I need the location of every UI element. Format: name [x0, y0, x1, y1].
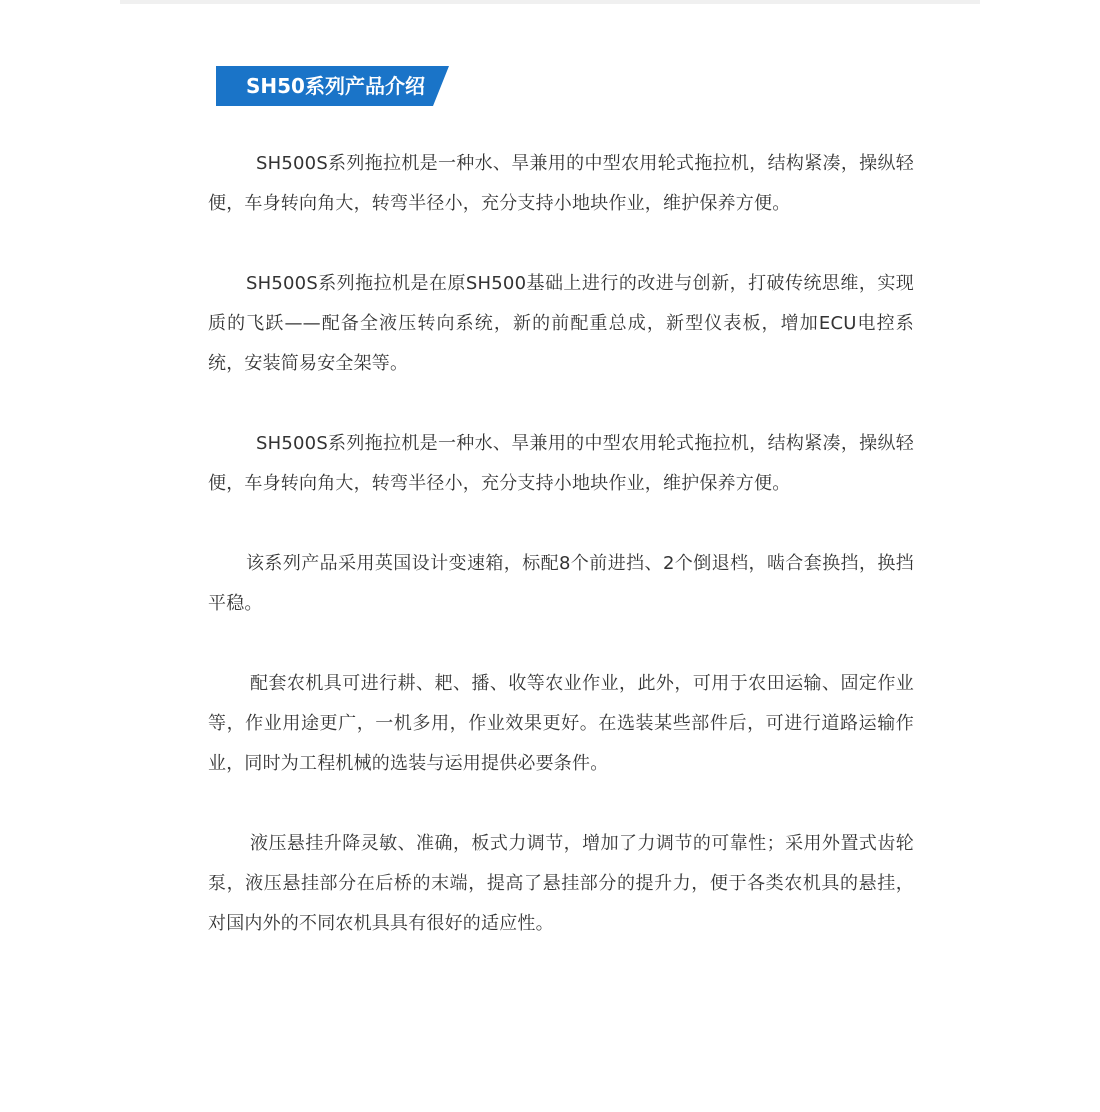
paragraph-intro-repeat: SH500S系列拖拉机是一种水、旱兼用的中型农用轮式拖拉机，结构紧凑，操纵轻便，车身转向角大，转弯半径小，充分支持小地块作业，维护保养方便。	[208, 433, 914, 494]
section-title-tail	[433, 66, 449, 106]
top-divider	[120, 0, 980, 4]
section-header	[216, 66, 449, 106]
paragraph-improvements: SH500S系列拖拉机是在原SH500基础上进行的改进与创新，打破传统思维，实现质的飞跃——配备全液压转向系统，新的前配重总成，新型仪表板，增加ECU电控系统，安装简易安全架等。	[208, 273, 914, 374]
paragraph-implements: 配套农机具可进行耕、耙、播、收等农业作业，此外，可用于农田运输、固定作业等，作业用途更广，一机多用，作业效果更好。在选装某些部件后，可进行道路运输作业，同时为工程机械的选装与运用提供必要条件。	[208, 673, 914, 774]
paragraph-intro: SH500S系列拖拉机是一种水、旱兼用的中型农用轮式拖拉机，结构紧凑，操纵轻便，车身转向角大，转弯半径小，充分支持小地块作业，维护保养方便。	[208, 153, 914, 214]
section-title: SH50系列产品介绍	[216, 66, 433, 106]
paragraph-gearbox: 该系列产品采用英国设计变速箱，标配8个前进挡、2个倒退档，啮合套换挡，换挡平稳。	[208, 553, 914, 614]
paragraph-hydraulics: 液压悬挂升降灵敏、准确，板式力调节，增加了力调节的可靠性；采用外置式齿轮泵，液压悬挂部分在后桥的末端，提高了悬挂部分的提升力，便于各类农机具的悬挂，对国内外的不同农机具具有很好的适应性。	[208, 833, 914, 934]
article-body	[208, 144, 914, 984]
